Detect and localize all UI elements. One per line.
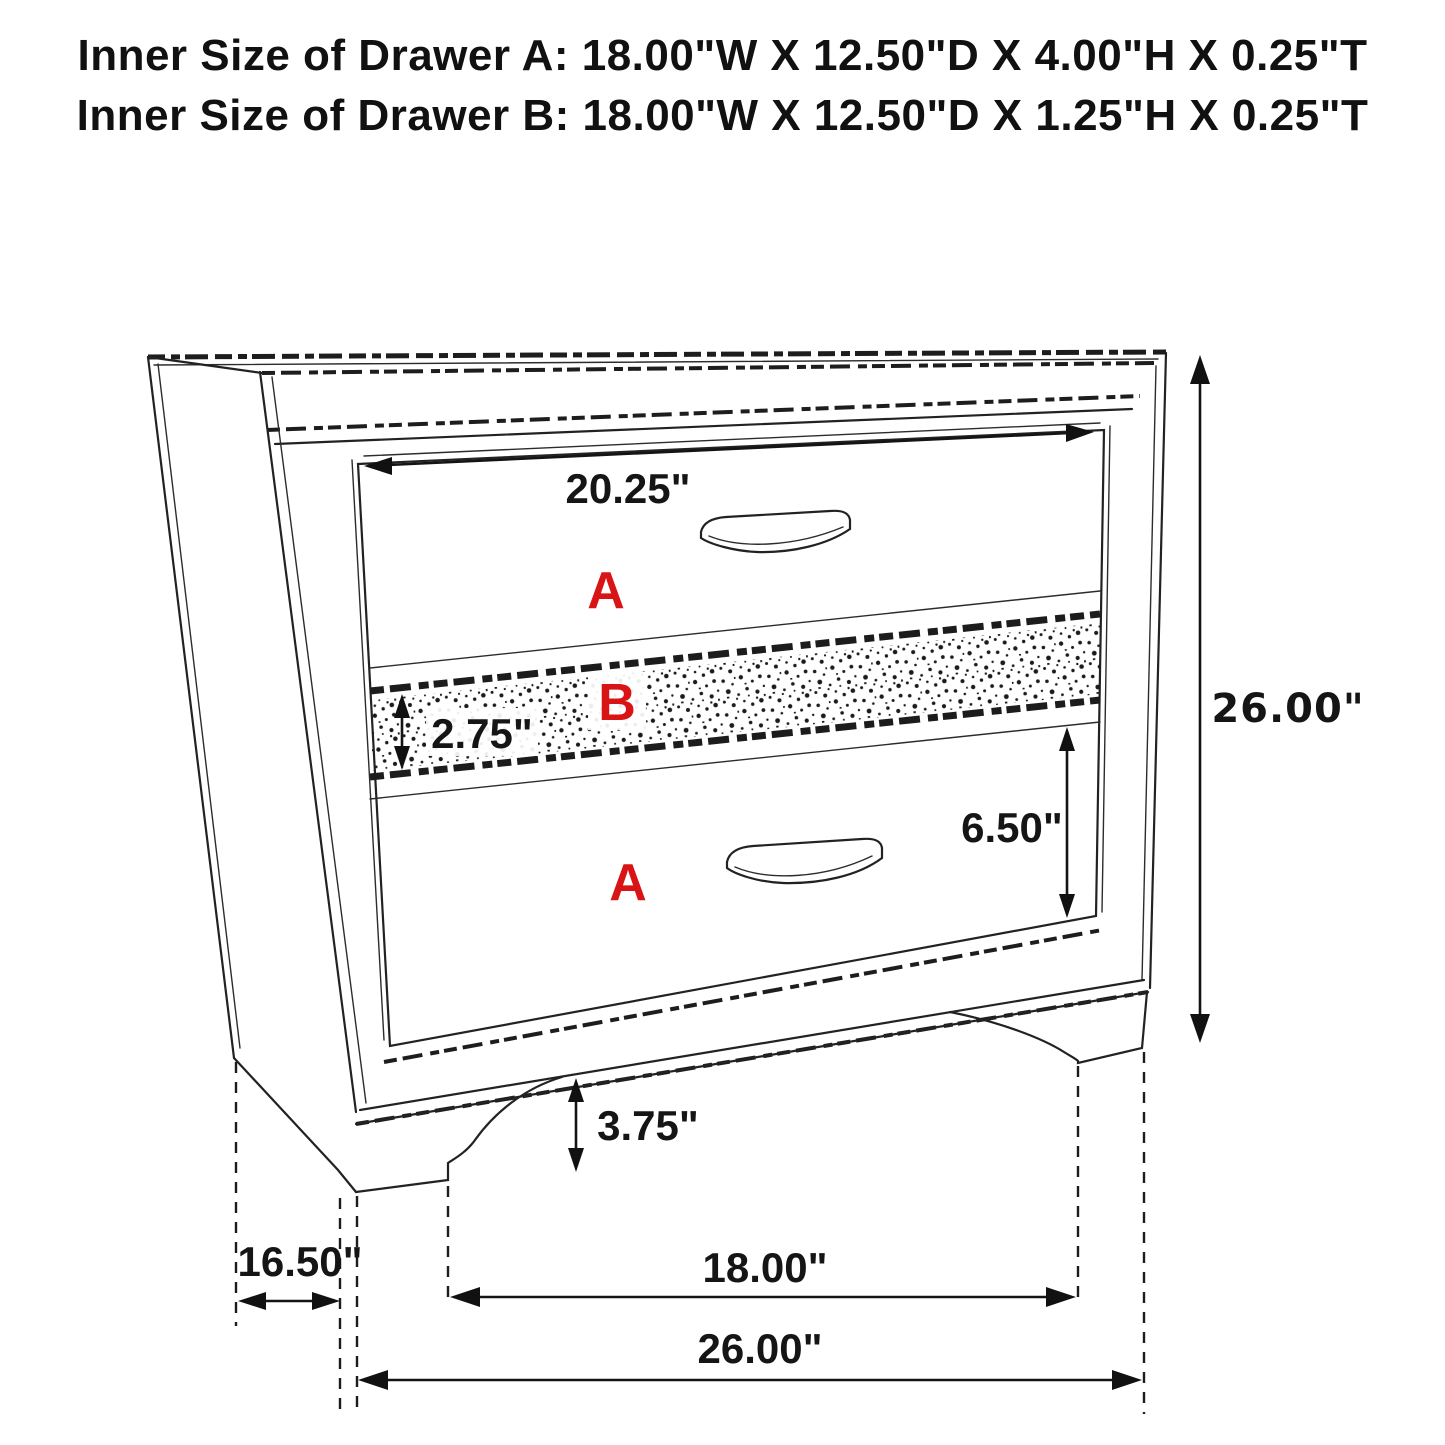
drawer-a-top-handle (701, 511, 850, 552)
arrowhead-right (1066, 424, 1094, 442)
front-left-corner-edge (260, 372, 356, 1112)
right-foot-profile (950, 992, 1147, 1063)
foot-height-value: 3.75" (597, 1102, 699, 1149)
overall-width-value: 26.00" (697, 1325, 823, 1372)
drawer-a-inner-size-text: Inner Size of Drawer A: 18.00"W X 12.50"D X 4.00"H X 0.25"T (77, 31, 1368, 80)
top-inner-edge-line (262, 363, 1154, 373)
opening-top-companion (364, 423, 1100, 456)
front-left-corner-companion (272, 377, 366, 1103)
arrowhead-left (450, 1287, 480, 1307)
dimension-foot-height (568, 1078, 699, 1172)
opening-width-value: 20.25" (565, 465, 691, 512)
base-molding (356, 930, 1148, 1124)
dimension-inner-width (450, 1244, 1076, 1307)
drawer-a-bottom-label: A (609, 854, 647, 912)
side-panel (148, 357, 366, 1192)
side-outer-companion (158, 364, 240, 1048)
dimension-side-depth (237, 1238, 362, 1310)
arrowhead-down (1190, 1014, 1210, 1043)
side-plinth-edge (234, 1058, 356, 1192)
arrowhead-right (312, 1292, 340, 1310)
arrowhead-right (1112, 1370, 1142, 1390)
cabinet-top-surface (148, 352, 1166, 444)
drawer-a-top (587, 511, 850, 620)
arrowhead-up (1059, 727, 1075, 751)
molding-bottom-line (356, 992, 1148, 1124)
bottom-drawer-height-value: 6.50" (961, 804, 1063, 851)
right-outer-edge (1150, 353, 1166, 988)
arrowhead-down (1059, 894, 1075, 918)
dimension-line (388, 433, 1070, 465)
overall-height-value: 26.00" (1211, 686, 1365, 732)
top-edge-line (148, 352, 1166, 357)
molding-hatch-line (384, 930, 1102, 1062)
dimension-overall-height (1190, 355, 1365, 1043)
side-depth-value: 16.50" (237, 1238, 363, 1285)
top-edge-companion-line (154, 359, 1158, 365)
arrowhead-up (1190, 355, 1210, 384)
drawer-b-label: B (598, 674, 636, 732)
drawer-a-bottom (609, 839, 882, 912)
drawer-a-bottom-handle (727, 839, 882, 883)
arrowhead-left (238, 1292, 266, 1310)
right-outer-companion (1142, 366, 1156, 980)
inner-width-value: 18.00" (702, 1244, 828, 1291)
arrowhead-left (358, 1370, 388, 1390)
arrowhead-left (364, 457, 392, 475)
drawer-a-top-label: A (587, 562, 625, 620)
arrowhead-right (1046, 1287, 1076, 1307)
arrowhead-down (568, 1148, 584, 1172)
dimension-bottom-drawer-height (961, 727, 1075, 918)
drawer-b-inner-size-text: Inner Size of Drawer B: 18.00"W X 12.50"D X 1.25"H X 0.25"T (76, 91, 1369, 140)
dimension-overall-width (358, 1325, 1142, 1390)
drawer-b-height-value: 2.75" (431, 710, 533, 757)
dimension-opening-width (364, 424, 1094, 512)
side-outer-edge (148, 357, 234, 1058)
